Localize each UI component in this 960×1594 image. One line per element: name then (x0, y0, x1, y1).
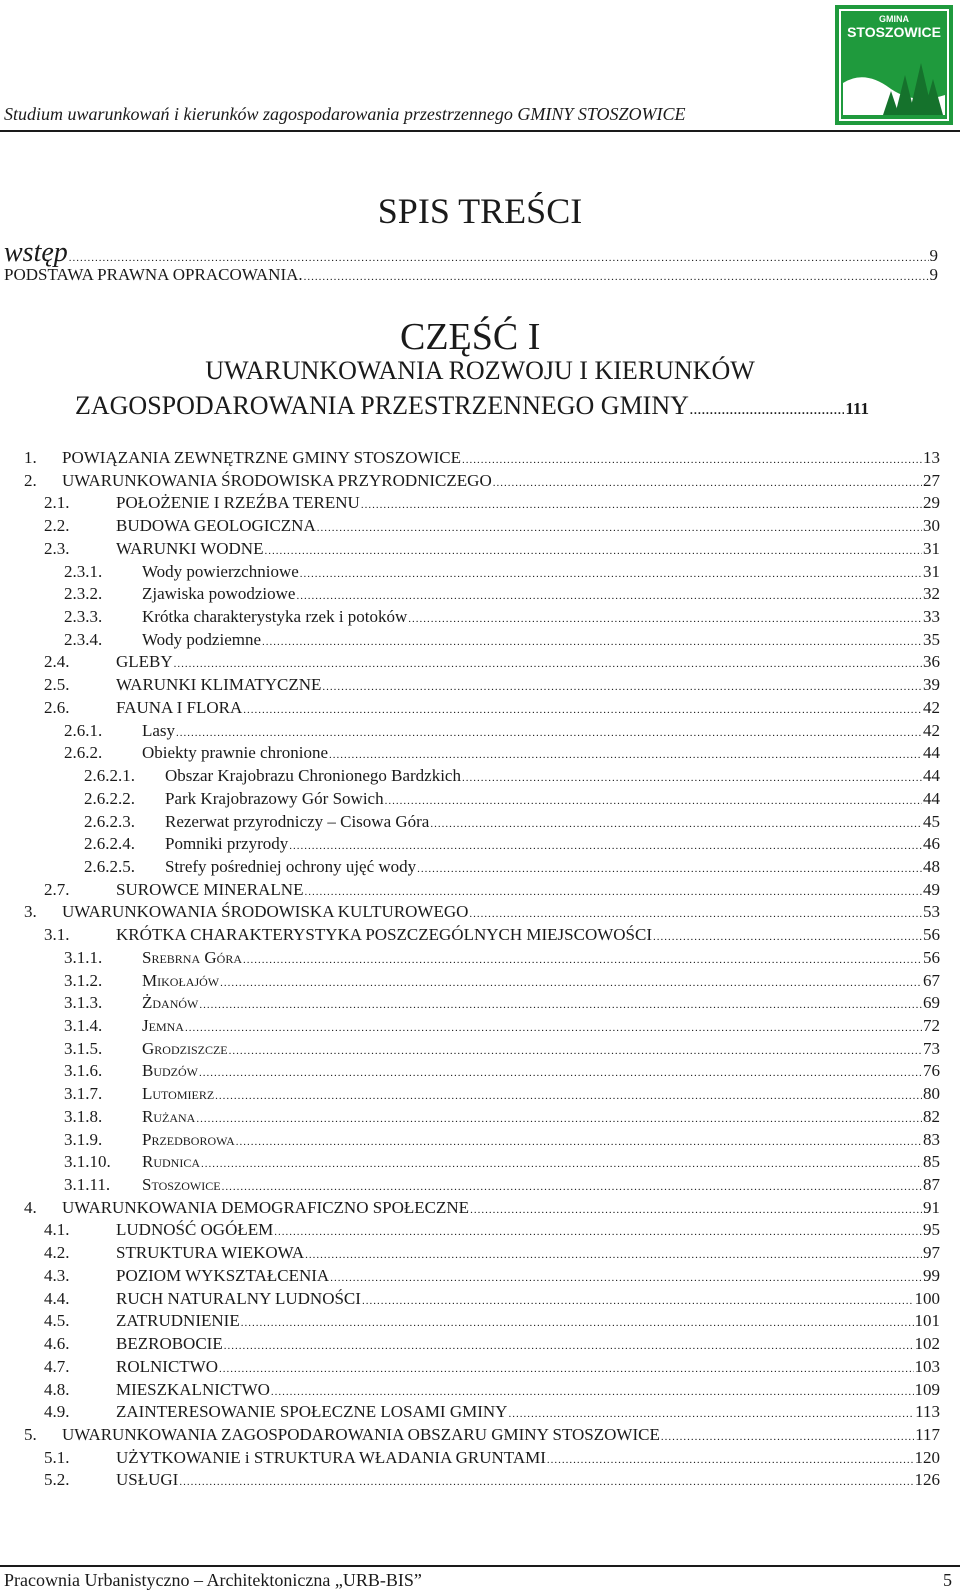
leader-dots (322, 681, 922, 693)
entry-page-number: 85 (923, 1152, 940, 1172)
entry-title: Grodziszcze (142, 1038, 228, 1058)
toc-entry[interactable] (44, 1266, 940, 1288)
leader-dots (317, 522, 922, 534)
leader-dots (547, 1454, 914, 1466)
entry-title: ZATRUDNIENIE (116, 1311, 240, 1331)
entry-title: POWIĄZANIA ZEWNĘTRZNE GMINY STOSZOWICE (62, 448, 461, 467)
entry-title: Lutomierz (142, 1084, 215, 1104)
leader-dots (330, 1272, 922, 1284)
toc-entry[interactable] (4, 265, 938, 287)
toc-entry[interactable] (44, 652, 940, 674)
entry-number: 4.9. (44, 1402, 70, 1422)
leader-dots (241, 1317, 914, 1329)
entry-title: wstęp (4, 237, 68, 268)
entry-number: 3.1.8. (64, 1106, 103, 1126)
entry-page-number: 31 (923, 538, 940, 558)
leader-dots (196, 1113, 922, 1125)
entry-number: 2.3.1. (64, 561, 103, 581)
entry-title: Mikołajów (142, 970, 220, 990)
entry-number: 2.3.4. (64, 629, 103, 649)
entry-page-number: 99 (923, 1265, 940, 1285)
entry-number: 2.6.2.3. (84, 811, 135, 831)
entry-number: 3.1.5. (64, 1038, 103, 1058)
entry-page-number: 44 (923, 766, 940, 786)
toc-entry[interactable] (44, 1311, 940, 1333)
entry-page-number: 36 (923, 652, 940, 672)
entry-number: 3.1.7. (64, 1084, 103, 1104)
entry-number: 2.3.3. (64, 607, 103, 627)
entry-page-number: 9 (929, 265, 938, 284)
toc-entry[interactable] (44, 493, 940, 515)
entry-number: 5.1. (44, 1447, 70, 1467)
entry-number: 4.8. (44, 1379, 70, 1399)
entry-page-number: 27 (923, 470, 940, 490)
entry-title: Obiekty prawnie chronione (142, 743, 328, 763)
entry-page-number: 67 (923, 970, 940, 990)
toc-entry[interactable] (64, 948, 940, 970)
footer-page-number: 5 (943, 1570, 952, 1590)
toc-entry[interactable] (84, 857, 940, 879)
logo-name-text: STOSZOWICE (847, 24, 941, 40)
entry-title: UWARUNKOWANIA ŚRODOWISKA PRZYRODNICZEGO (62, 470, 492, 490)
entry-title: Rezerwat przyrodniczy – Cisowa Góra (165, 811, 430, 831)
entry-page-number: 56 (923, 925, 940, 945)
entry-title: Wody podziemne (142, 629, 262, 649)
entry-page-number: 49 (923, 879, 940, 899)
leader-dots (408, 613, 922, 625)
entry-page-number: 126 (914, 1470, 940, 1490)
leader-dots (215, 1090, 922, 1102)
logo-top-text: GMINA (879, 14, 909, 24)
toc-entry[interactable] (44, 1402, 940, 1424)
entry-title: UWARUNKOWANIA ZAGOSPODAROWANIA OBSZARU GMINY STOSZOWICE (62, 1424, 660, 1444)
entry-number: 4.6. (44, 1334, 70, 1354)
entry-number: 1. (24, 448, 37, 467)
leader-dots (430, 818, 922, 830)
toc-entry[interactable] (44, 1220, 940, 1242)
entry-title: Wody powierzchniowe (142, 561, 299, 581)
toc-entry[interactable] (64, 1152, 940, 1174)
leader-dots (243, 954, 922, 966)
entry-title: MIESZKALNICTWO (116, 1379, 270, 1399)
leader-dots (385, 795, 922, 807)
toc-entry[interactable] (44, 1470, 940, 1492)
leader-dots (304, 271, 929, 283)
leader-dots (219, 1363, 914, 1375)
toc-entry[interactable] (24, 471, 940, 493)
toc-entry[interactable] (44, 1448, 940, 1470)
entry-number: 2.6.2.1. (84, 766, 135, 786)
entry-number: 2.7. (44, 879, 70, 899)
leader-dots (69, 252, 929, 264)
entry-page-number: 109 (914, 1379, 940, 1399)
toc-title: SPIS TREŚCI (377, 191, 583, 231)
toc-entry[interactable] (84, 766, 940, 788)
leader-dots (176, 727, 922, 739)
entry-page-number: 91 (923, 1197, 940, 1217)
leader-dots (362, 1295, 914, 1307)
leader-dots (329, 749, 922, 761)
entry-title: STRUKTURA WIEKOWA (116, 1243, 305, 1263)
entry-page-number: 103 (914, 1356, 940, 1376)
entry-title: Strefy pośredniej ochrony ujęć wody (165, 856, 417, 876)
entry-number: 4.4. (44, 1288, 70, 1308)
leader-dots (229, 1045, 922, 1057)
leader-dots (174, 658, 922, 670)
entry-number: 2.1. (44, 493, 70, 513)
toc-entry[interactable] (64, 630, 940, 652)
entry-page-number: 42 (923, 697, 940, 717)
entry-number: 3.1.6. (64, 1061, 103, 1081)
entry-page-number: 72 (923, 1016, 940, 1035)
leader-dots (243, 704, 922, 716)
entry-number: 3. (24, 902, 37, 922)
entry-page-number: 42 (923, 720, 940, 740)
entry-page-number: 87 (923, 1175, 940, 1195)
entry-title: Lasy (142, 720, 176, 740)
leader-dots (224, 1340, 914, 1352)
leader-dots (201, 1158, 922, 1170)
entry-page-number: 83 (923, 1129, 940, 1149)
part-subtitle-line-1: UWARUNKOWANIA ROZWOJU I KIERUNKÓW (205, 356, 755, 385)
entry-page-number: 13 (923, 448, 940, 467)
entry-page-number: 33 (923, 607, 940, 627)
entry-number: 3.1.3. (64, 993, 103, 1013)
entry-title: UWARUNKOWANIA DEMOGRAFICZNO SPOŁECZNE (62, 1197, 470, 1217)
entry-title: GLEBY (116, 652, 173, 672)
toc-entry[interactable] (84, 834, 940, 856)
entry-page-number: 102 (914, 1334, 940, 1354)
leader-dots (236, 1136, 922, 1148)
entry-title: Rużana (142, 1106, 196, 1126)
entry-page-number: 29 (923, 493, 940, 513)
part-page-number: 111 (845, 399, 869, 418)
entry-page-number: 76 (923, 1061, 940, 1081)
toc-entry[interactable] (44, 880, 940, 902)
gmina-stoszowice-logo (835, 5, 953, 125)
entry-number: 2.6.2.2. (84, 788, 135, 808)
entry-page-number: 35 (923, 629, 940, 649)
entry-page-number: 45 (923, 811, 940, 831)
entry-number: 3.1.4. (64, 1016, 103, 1035)
toc-entry[interactable] (44, 516, 940, 538)
entry-title: UŻYTKOWANIE i STRUKTURA WŁADANIA GRUNTAMI (116, 1447, 546, 1467)
leader-dots (262, 636, 922, 648)
leader-dots (304, 886, 922, 898)
entry-number: 4.1. (44, 1220, 70, 1240)
toc-entry[interactable] (64, 1130, 940, 1152)
document-title: Studium uwarunkowań i kierunków zagospodarowania przestrzennego GMINY STOSZOWICE (4, 104, 686, 124)
entry-number: 4. (24, 1197, 37, 1217)
entry-page-number: 97 (923, 1243, 940, 1263)
entry-number: 3.1. (44, 925, 70, 945)
entry-title: WARUNKI WODNE (116, 538, 264, 558)
leader-dots (185, 1022, 922, 1034)
toc-entry[interactable] (64, 562, 940, 584)
toc-entry[interactable] (44, 1289, 940, 1311)
toc-entry[interactable] (64, 1061, 940, 1083)
toc-entry[interactable] (64, 721, 940, 743)
entry-page-number: 95 (923, 1220, 940, 1240)
entry-page-number: 73 (923, 1038, 940, 1058)
entry-title: Zjawiska powodziowe (142, 584, 296, 604)
entry-title: Obszar Krajobrazu Chronionego Bardzkich (165, 766, 461, 786)
entry-title: BUDOWA GEOLOGICZNA (116, 516, 316, 536)
entry-number: 4.3. (44, 1265, 70, 1285)
entry-number: 4.7. (44, 1356, 70, 1376)
entry-title: UWARUNKOWANIA ŚRODOWISKA KULTUROWEGO (62, 902, 469, 922)
toc-entry[interactable] (44, 675, 940, 697)
leader-dots (305, 1249, 922, 1261)
entry-title: Krótka charakterystyka rzek i potoków (142, 607, 408, 627)
toc-entry[interactable] (64, 971, 940, 993)
toc-entry[interactable] (44, 1380, 940, 1402)
leader-dots (222, 1181, 922, 1193)
entry-number: 2.3.2. (64, 584, 103, 604)
entry-page-number: 101 (914, 1311, 940, 1331)
entry-title: Budzów (142, 1061, 198, 1081)
entry-title: Park Krajobrazowy Gór Sowich (165, 788, 384, 808)
toc-entry[interactable] (24, 448, 940, 470)
toc-entry[interactable] (64, 584, 940, 606)
leader-dots (300, 568, 922, 580)
entry-number: 2.6.1. (64, 720, 103, 740)
leader-dots (271, 1386, 914, 1398)
toc-entry[interactable] (64, 1039, 940, 1061)
entry-title: BEZROBOCIE (116, 1334, 223, 1354)
entry-title: POZIOM WYKSZTAŁCENIA (116, 1265, 330, 1285)
leader-dots (264, 545, 922, 557)
entry-title: WARUNKI KLIMATYCZNE (116, 675, 322, 695)
header-divider (0, 130, 960, 132)
entry-number: 2.6.2.5. (84, 856, 135, 876)
toc-entry[interactable] (4, 237, 938, 267)
entry-title: USŁUGI (116, 1470, 179, 1490)
entry-number: 2.2. (44, 516, 70, 536)
entry-title: LUDNOŚĆ OGÓŁEM (116, 1220, 274, 1240)
entry-number: 3.1.11. (64, 1175, 111, 1195)
toc-entry[interactable] (24, 902, 940, 924)
entry-page-number: 44 (923, 743, 940, 763)
toc-entry[interactable] (44, 539, 940, 561)
entry-number: 4.5. (44, 1311, 70, 1331)
entry-title: Przedborowa (142, 1129, 235, 1149)
toc-entry[interactable] (44, 698, 940, 720)
entry-page-number: 48 (923, 856, 940, 876)
entry-page-number: 82 (923, 1106, 940, 1126)
entry-title: Żdanów (142, 993, 199, 1013)
toc-entry[interactable] (64, 607, 940, 629)
leader-dots (199, 1067, 922, 1079)
leader-dots (493, 477, 922, 489)
entry-page-number: 120 (914, 1447, 940, 1467)
entry-number: 2.6.2.4. (84, 834, 135, 854)
entry-title: ROLNICTWO (116, 1356, 218, 1376)
entry-number: 4.2. (44, 1243, 70, 1263)
toc-entry[interactable] (84, 812, 940, 834)
entry-page-number: 113 (915, 1402, 940, 1422)
entry-page-number: 32 (923, 584, 940, 604)
entry-page-number: 44 (923, 788, 940, 808)
leader-dots (469, 908, 922, 920)
toc-entry[interactable] (24, 1198, 940, 1220)
part-subtitle-line-2-entry[interactable] (75, 391, 869, 421)
entry-number: 3.1.9. (64, 1129, 103, 1149)
toc-entry[interactable] (44, 1357, 940, 1379)
leader-dots (417, 863, 922, 875)
entry-number: 2.6. (44, 697, 70, 717)
entry-page-number: 56 (923, 947, 940, 967)
toc-entry[interactable] (84, 789, 940, 811)
entry-title: KRÓTKA CHARAKTERYSTYKA POSZCZEGÓLNYCH MIEJSCOWOŚCI (116, 925, 653, 945)
toc-entry[interactable] (64, 1175, 940, 1197)
entry-page-number: 39 (923, 675, 940, 695)
entry-page-number: 53 (923, 902, 940, 922)
leader-dots (508, 1408, 914, 1420)
toc-entry[interactable] (44, 1334, 940, 1356)
entry-page-number: 80 (923, 1084, 940, 1104)
leader-dots (296, 590, 922, 602)
leader-dots (690, 403, 844, 418)
entry-title: PODSTAWA PRAWNA OPRACOWANIA. (4, 265, 303, 284)
entry-title: Srebrna Góra (142, 947, 242, 967)
leader-dots (470, 1204, 922, 1216)
leader-dots (179, 1476, 913, 1488)
entry-number: 2.6.2. (64, 743, 103, 763)
entry-title: Pomniki przyrody (165, 834, 289, 854)
leader-dots (199, 999, 922, 1011)
entry-page-number: 117 (915, 1424, 940, 1444)
entry-title: ZAINTERESOWANIE SPOŁECZNE LOSAMI GMINY (116, 1402, 508, 1422)
entry-number: 2.5. (44, 675, 70, 695)
leader-dots (462, 454, 922, 466)
entry-title: Stoszowice (142, 1175, 221, 1195)
leader-dots (653, 931, 922, 943)
entry-number: 2.4. (44, 652, 70, 672)
entry-title: RUCH NATURALNY LUDNOŚCI (116, 1288, 361, 1308)
entry-number: 2. (24, 470, 37, 490)
part-subtitle-line-2: ZAGOSPODAROWANIA PRZESTRZENNEGO GMINY (75, 391, 689, 420)
entry-page-number: 100 (914, 1288, 940, 1308)
toc-entry[interactable] (64, 1084, 940, 1106)
entry-number: 5. (24, 1424, 37, 1444)
footer-company: Pracownia Urbanistyczno – Architektoniczna „URB-BIS” (4, 1570, 422, 1590)
entry-number: 3.1.1. (64, 947, 103, 967)
leader-dots (220, 977, 922, 989)
toc-entry[interactable] (44, 1243, 940, 1265)
toc-entry[interactable] (64, 1107, 940, 1129)
entry-page-number: 69 (923, 993, 940, 1013)
leader-dots (274, 1226, 922, 1238)
toc-entry[interactable] (24, 1425, 940, 1447)
entry-number: 3.1.10. (64, 1152, 111, 1172)
entry-title: FAUNA I FLORA (116, 697, 243, 717)
entry-title: POŁOŻENIE I RZEŹBA TERENU (116, 493, 360, 513)
footer-divider (0, 1565, 960, 1567)
part-title: CZĘŚĆ I (400, 316, 541, 358)
entry-number: 2.3. (44, 538, 70, 558)
toc-entry[interactable] (64, 743, 940, 765)
leader-dots (361, 499, 922, 511)
toc-entry[interactable] (64, 993, 940, 1015)
entry-page-number: 30 (923, 516, 940, 536)
entry-number: 5.2. (44, 1470, 70, 1490)
entry-number: 3.1.2. (64, 970, 103, 990)
leader-dots (462, 772, 922, 784)
leader-dots (289, 840, 922, 852)
toc-entry[interactable] (64, 1016, 940, 1038)
entry-title: SUROWCE MINERALNE (116, 879, 304, 899)
entry-page-number: 46 (923, 834, 940, 854)
entry-title: Jemna (142, 1016, 184, 1035)
entry-page-number: 31 (923, 561, 940, 581)
entry-page-number: 9 (929, 246, 938, 265)
leader-dots (661, 1431, 914, 1443)
toc-entry[interactable] (44, 925, 940, 947)
entry-title: Rudnica (142, 1152, 201, 1172)
